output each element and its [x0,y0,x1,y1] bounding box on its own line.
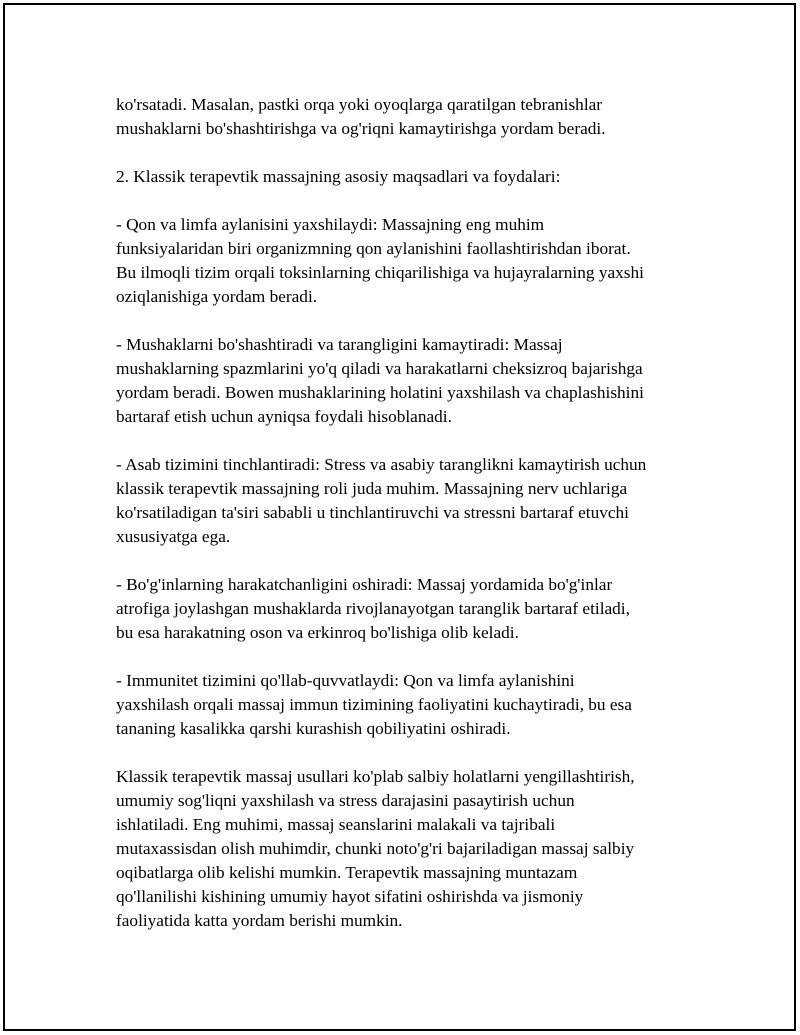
text-line: ko'rsatiladigan ta'siri sababli u tinchlantiruvchi va stressni bartaraf etuvchi [116,503,629,522]
text-line: Klassik terapevtik massaj usullari ko'plab salbiy holatlarni yengillashtirish, [116,767,635,786]
text-line: bartaraf etish uchun ayniqsa foydali hisoblanadi. [116,407,452,426]
paragraph-nervous-system [116,453,696,549]
text-line: mushaklarning spazmlarini yo'q qiladi va harakatlarni cheksizroq bajarishga [116,359,643,378]
text-line: oqibatlarga olib kelishi mumkin. Terapevtik massajning muntazam [116,863,578,882]
text-line: bu esa harakatning oson va erkinroq bo'lishiga olib keladi. [116,623,519,642]
text-line: klassik terapevtik massajning roli juda muhim. Massajning nerv uchlariga [116,479,628,498]
text-line: umumiy sog'liqni yaxshilash va stress darajasini pasaytirish uchun [116,791,575,810]
paragraph-muscles [116,333,696,429]
text-line: tananing kasalikka qarshi kurashish qobiliyatini oshiradi. [116,719,511,738]
text-line: oziqlanishiga yordam beradi. [116,287,318,306]
text-line: ko'rsatadi. Masalan, pastki orqa yoki oyoqlarga qaratilgan tebranishlar [116,95,603,114]
text-line: - Bo'g'inlarning harakatchanligini oshiradi: Massaj yordamida bo'g'inlar [116,575,613,594]
text-line: yaxshilash orqali massaj immun tizimining faoliyatini kuchaytiradi, bu esa [116,695,632,714]
text-line: qo'llanilishi kishining umumiy hayot sifatini oshirishda va jismoniy [116,887,584,906]
text-line: funksiyalaridan biri organizmning qon aylanishini faollashtirishdan iborat. [116,239,631,258]
text-line: - Qon va limfa aylanisini yaxshilaydi: Massajning eng muhim [116,215,545,234]
text-line: yordam beradi. Bowen mushaklarining holatini yaxshilash va chaplashishini [116,383,644,402]
text-line: faoliyatida katta yordam berishi mumkin. [116,911,403,930]
text-line: atrofiga joylashgan mushaklarda rivojlanayotgan taranglik bartaraf etiladi, [116,599,630,618]
text-line: ishlatiladi. Eng muhimi, massaj seanslarini malakali va tajribali [116,815,556,834]
document-body [116,93,696,933]
text-line: - Asab tizimini tinchlantiradi: Stress va asabiy taranglikni kamaytirish uchun [116,455,647,474]
text-line: Bu ilmoqli tizim orqali toksinlarning chiqarilishiga va hujayralarning yaxshi [116,263,644,282]
paragraph-intro-continuation [116,93,696,141]
text-line: - Mushaklarni bo'shashtiradi va tarangligini kamaytiradi: Massaj [116,335,563,354]
text-line: mushaklarni bo'shashtirishga va og'riqni kamaytirishga yordam beradi. [116,119,606,138]
section-heading [116,165,696,189]
paragraph-joints [116,573,696,645]
text-line: - Immunitet tizimini qo'llab-quvvatlaydi: Qon va limfa aylanishini [116,671,575,690]
text-line: mutaxassisdan olish muhimdir, chunki noto'g'ri bajariladigan massaj salbiy [116,839,635,858]
paragraph-conclusion [116,765,696,933]
paragraph-circulation [116,213,696,309]
paragraph-immunity [116,669,696,741]
text-line: xususiyatga ega. [116,527,231,546]
text-line: 2. Klassik terapevtik massajning asosiy maqsadlari va foydalari: [116,167,561,186]
